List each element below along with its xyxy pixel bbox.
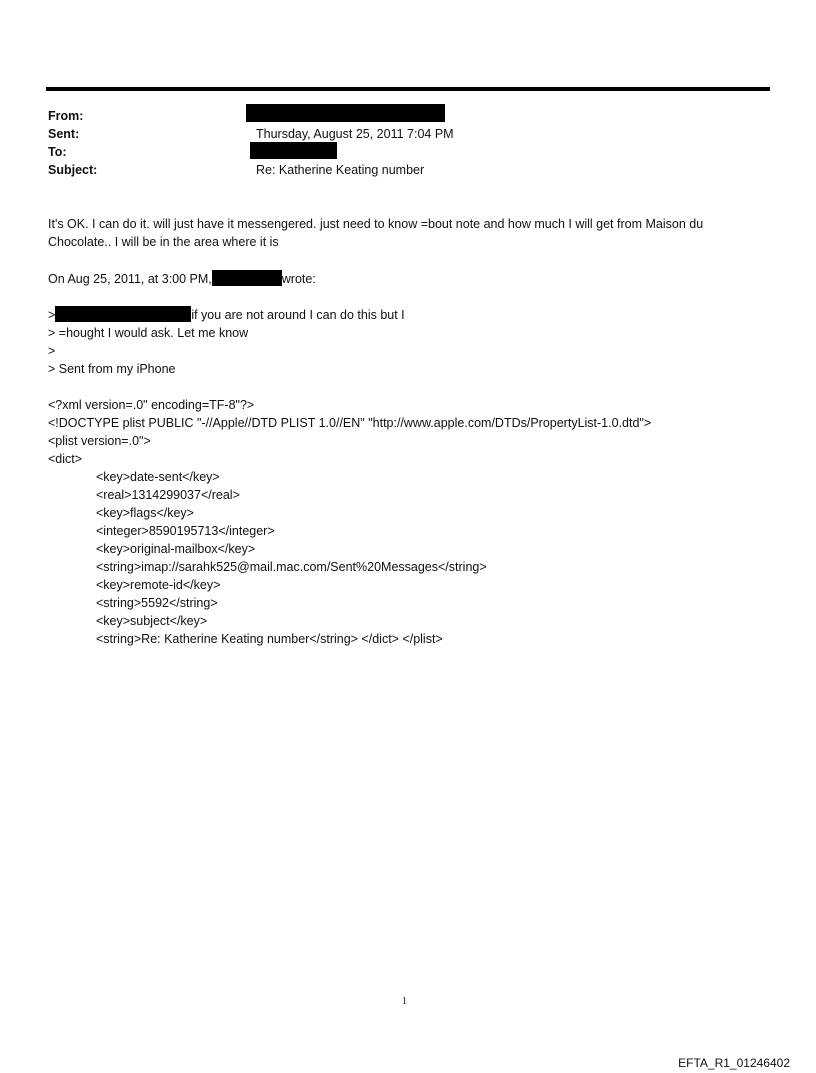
sent-value: Thursday, August 25, 2011 7:04 PM (256, 127, 454, 141)
plist-entry: <key>remote-id</key> (96, 578, 221, 592)
plist-entry: <string>Re: Katherine Keating number</string> </dict> </plist> (96, 632, 443, 646)
plist-xml-decl: <?xml version=.0" encoding=TF-8"?> (48, 398, 255, 412)
quote-line-4: > Sent from my iPhone (48, 362, 176, 376)
document-id: EFTA_R1_01246402 (678, 1056, 790, 1070)
plist-entry: <key>subject</key> (96, 614, 208, 628)
quote-line1-suffix: if you are not around I can do this but I (191, 308, 405, 322)
quote-line-3: > (48, 344, 56, 358)
sent-label: Sent: (48, 127, 80, 141)
redaction-sender (212, 270, 282, 286)
plist-entry: <key>flags</key> (96, 506, 194, 520)
subject-value: Re: Katherine Keating number (256, 163, 425, 177)
subject-label: Subject: (48, 163, 98, 177)
plist-entry: <string>imap://sarahk525@mail.mac.com/Sent%20Messages</string> (96, 560, 487, 574)
plist-entry: <string>5592</string> (96, 596, 218, 610)
message-paragraph: It's OK. I can do it. will just have it messengered. just need to know =bout note and how much I will get from Maison du Chocolate.. I will be in the area where it is (48, 217, 704, 249)
plist-entry: <key>original-mailbox</key> (96, 542, 256, 556)
plist-dict-open: <dict> (48, 452, 83, 466)
plist-entry: <integer>8590195713</integer> (96, 524, 275, 538)
quote-intro (48, 270, 316, 288)
quote-line-1 (48, 306, 405, 324)
plist-open: <plist version=.0"> (48, 434, 151, 448)
from-label: From: (48, 109, 84, 123)
redaction-recipient (55, 306, 191, 322)
redaction-to (250, 142, 337, 159)
to-label: To: (48, 145, 67, 159)
quote-line1-prefix: > (48, 308, 56, 322)
quote-intro-suffix: wrote: (281, 272, 316, 286)
page-number: 1 (402, 996, 407, 1007)
plist-entry: <real>1314299037</real> (96, 488, 240, 502)
plist-entry: <key>date-sent</key> (96, 470, 220, 484)
plist-doctype: <!DOCTYPE plist PUBLIC "-//Apple//DTD PLIST 1.0//EN" "http://www.apple.com/DTDs/PropertyList-1.0.dtd"> (48, 416, 652, 430)
redaction-from (246, 104, 445, 122)
quote-intro-prefix: On Aug 25, 2011, at 3:00 PM, (48, 272, 212, 286)
header-divider (46, 87, 770, 91)
quote-line-2: > =hought I would ask. Let me know (48, 326, 249, 340)
